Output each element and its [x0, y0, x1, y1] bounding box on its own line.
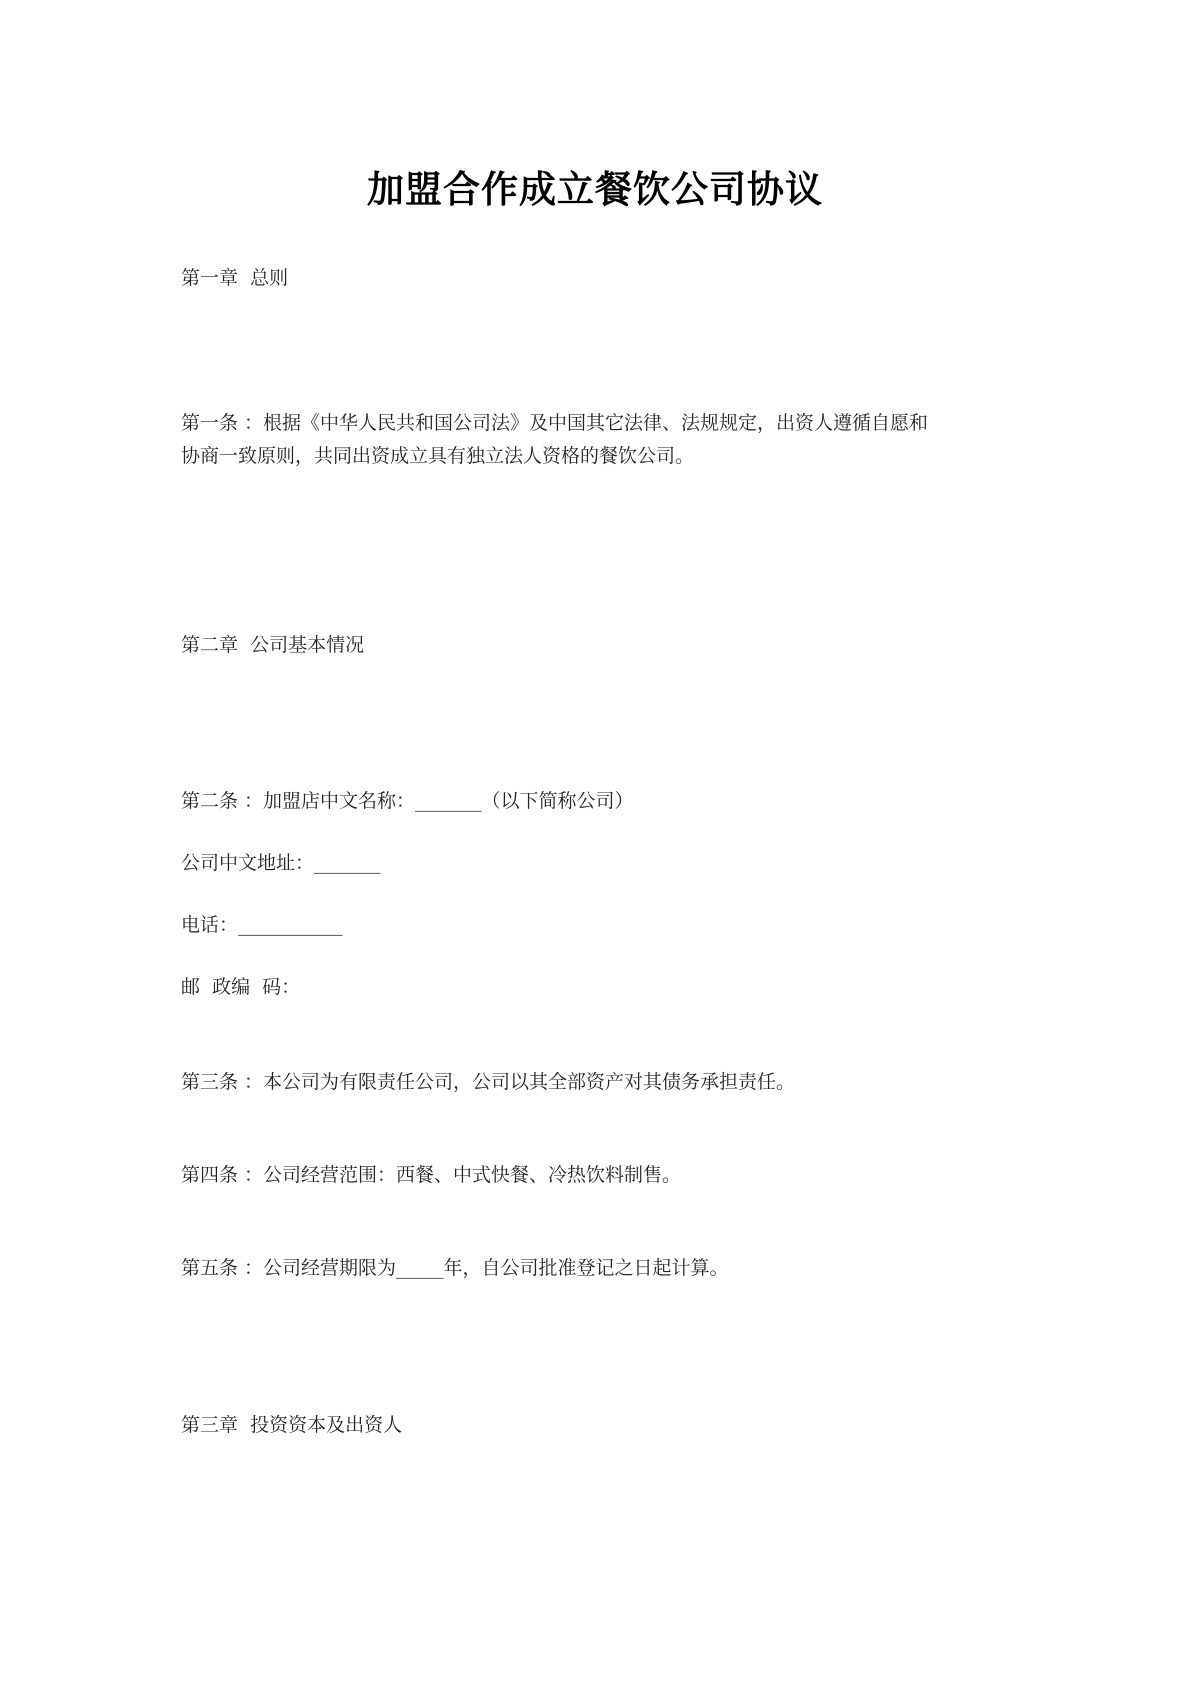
company-address-blank: _______ — [314, 852, 381, 874]
article-5 — [181, 1253, 729, 1283]
company-name-suffix: （以下简称公司） — [481, 790, 634, 812]
article-5-prefix: 第五条 ：公司经营期限为 — [181, 1257, 397, 1279]
chapter-3-heading: 第三章 投资资本及出资人 — [181, 1414, 403, 1436]
company-address-label: 公司中文地址： — [181, 852, 315, 874]
article-4: 第四条 ：公司经营范围：西餐、中式快餐、冷热饮料制售。 — [181, 1164, 682, 1186]
article-5-suffix: 年，自公司批准登记之日起计算。 — [443, 1257, 729, 1279]
chapter-2-heading: 第二章 公司基本情况 — [181, 634, 365, 656]
company-name-blank: _______ — [415, 790, 482, 812]
article-1-line-1: 第一条 ：根据《中华人民共和国公司法》及中国其它法律、法规规定，出资人遵循自愿和 — [181, 412, 929, 434]
term-years-blank: _____ — [396, 1257, 444, 1279]
company-name-label: 第二条 ：加盟店中文名称： — [181, 790, 416, 812]
document-title: 加盟合作成立餐饮公司协议 — [367, 167, 823, 211]
article-2-company-name — [181, 786, 634, 816]
article-1-line-2: 协商一致原则，共同出资成立具有独立法人资格的餐饮公司。 — [181, 445, 695, 467]
company-phone — [181, 910, 343, 940]
phone-blank: ___________ — [238, 914, 343, 936]
postcode-label: 邮 政编 码： — [181, 976, 301, 998]
chapter-1-heading: 第一章 总则 — [181, 267, 289, 289]
article-1 — [181, 407, 1021, 473]
phone-label: 电话： — [181, 914, 239, 936]
company-address — [181, 848, 381, 878]
article-3: 第三条 ：本公司为有限责任公司，公司以其全部资产对其债务承担责任。 — [181, 1071, 796, 1093]
company-postcode — [181, 972, 300, 1002]
